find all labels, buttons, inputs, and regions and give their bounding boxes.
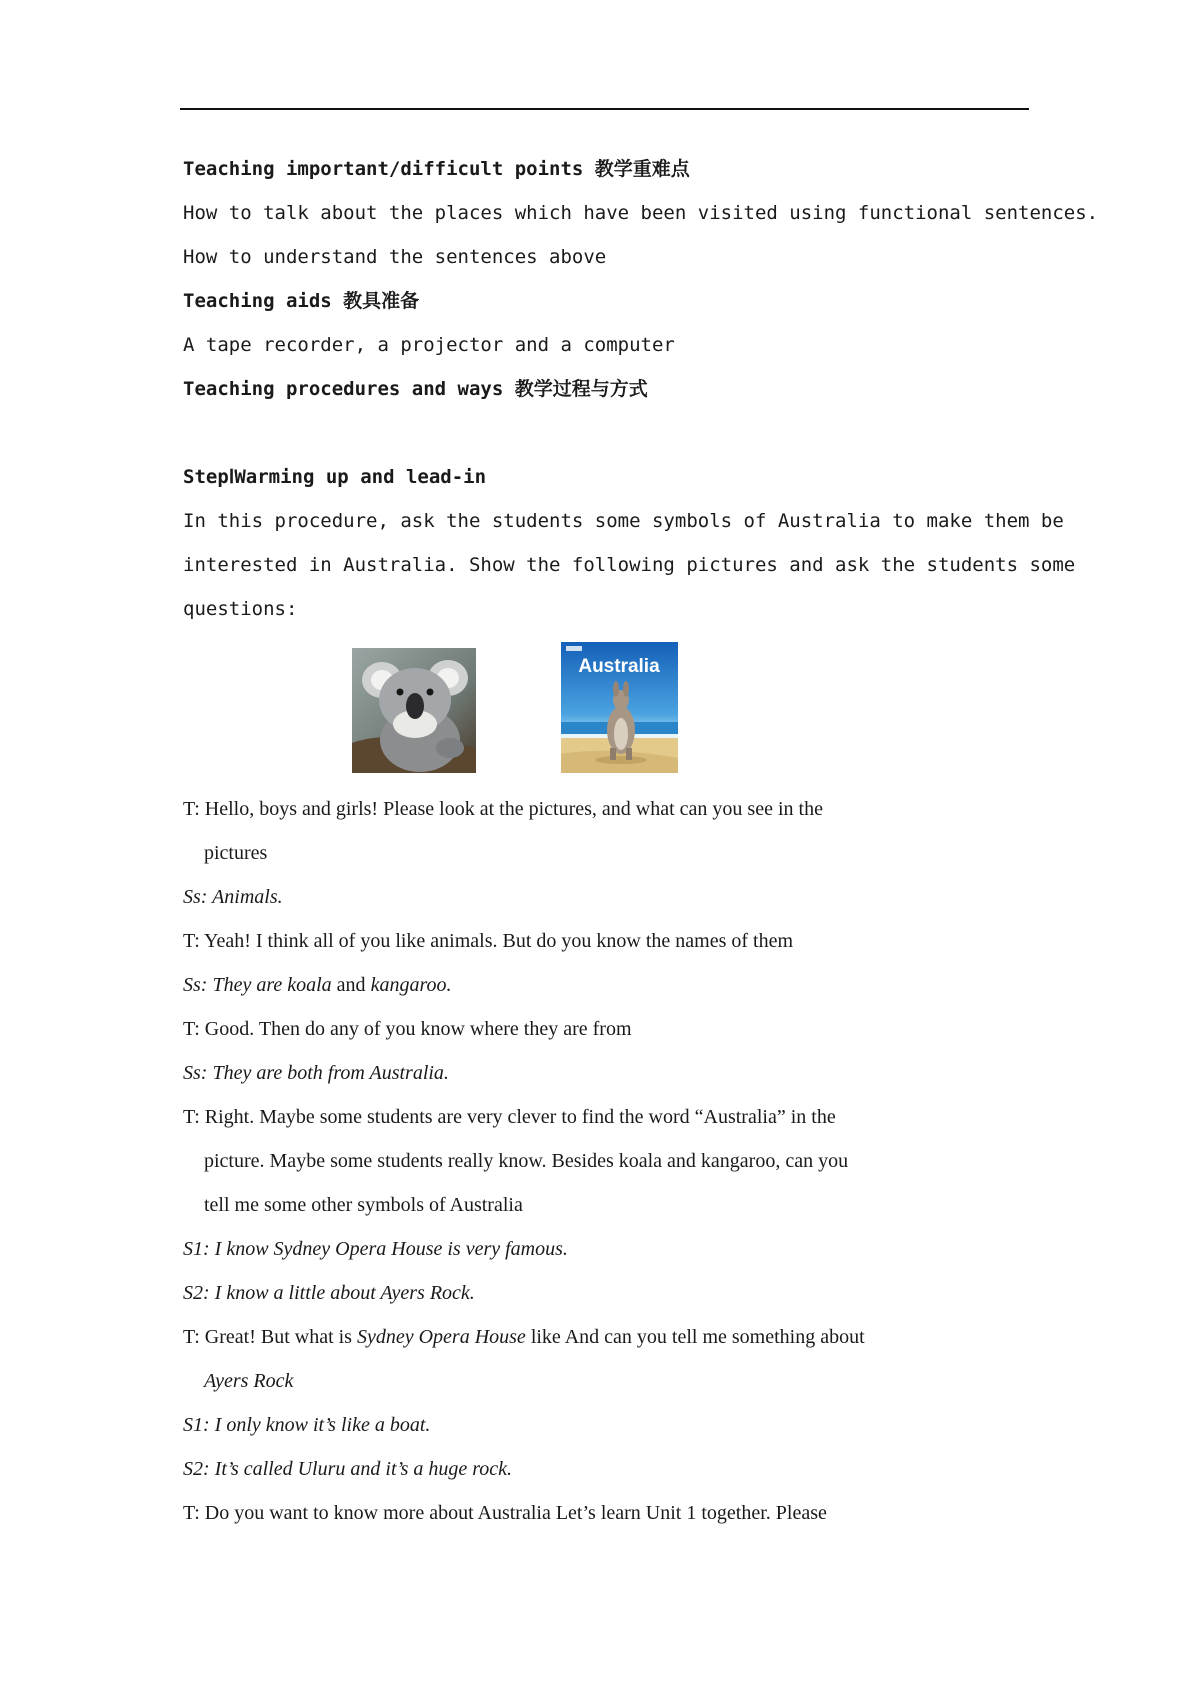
book-title: Australia — [578, 656, 660, 677]
step1-heading: StepⅠWarming up and lead-in — [183, 466, 487, 488]
heading-teaching-procedures: Teaching procedures and ways 教学过程与方式 — [183, 378, 648, 400]
points-line-2: How to understand the sentences above — [183, 246, 607, 268]
dialogue-line-4-part-3: kangaroo. — [370, 974, 452, 996]
intro-line-3: questions: — [183, 598, 298, 620]
dialogue-line-10a-part-3: like And can you tell me something about — [525, 1326, 865, 1348]
koala-illustration — [352, 648, 476, 773]
header-rule — [180, 108, 1029, 110]
kangaroo-illustration — [561, 642, 678, 773]
dialogue-line-8: S1: I know Sydney Opera House is very famous. — [183, 1238, 568, 1260]
dialogue-line-7c: tell me some other symbols of Australia — [204, 1194, 523, 1216]
dialogue-line-4-part-1: Ss: They are koala — [183, 974, 332, 996]
australia-book-picture — [561, 642, 678, 773]
dialogue-line-10a-part-1: T: Great! But what is — [183, 1326, 357, 1348]
aids-line-1: A tape recorder, a projector and a computer — [183, 334, 675, 356]
dialogue-line-10a-part-2: Sydney Opera House — [356, 1326, 526, 1348]
dialogue-line-7a: T: Right. Maybe some students are very clever to find the word “Australia” in the — [183, 1106, 836, 1128]
dialogue-line-7b: picture. Maybe some students really know. Besides koala and kangaroo, can you — [204, 1150, 849, 1172]
dialogue-line-1a: T: Hello, boys and girls! Please look at the pictures, and what can you see in the — [183, 798, 823, 820]
dialogue-line-2: Ss: Animals. — [183, 886, 283, 908]
dialogue-line-11: S1: I only know it’s like a boat. — [183, 1414, 431, 1436]
koala-picture — [352, 648, 476, 773]
dialogue-line-4 — [183, 972, 451, 998]
dialogue-line-5: T: Good. Then do any of you know where they are from — [183, 1018, 632, 1040]
dialogue-line-1b: pictures — [204, 842, 268, 864]
dialogue-line-9: S2: I know a little about Ayers Rock. — [183, 1282, 475, 1304]
dialogue-line-13: T: Do you want to know more about Australia Let’s learn Unit 1 together. Please — [183, 1502, 827, 1524]
dialogue-line-3: T: Yeah! I think all of you like animals. But do you know the names of them — [183, 930, 794, 952]
dialogue-line-6: Ss: They are both from Australia. — [183, 1062, 449, 1084]
heading-teaching-aids: Teaching aids 教具准备 — [183, 290, 420, 312]
intro-line-2: interested in Australia. Show the following pictures and ask the students some — [183, 554, 1076, 576]
points-line-1: How to talk about the places which have been visited using functional sentences. — [183, 202, 1099, 224]
intro-line-1: In this procedure, ask the students some symbols of Australia to make them be — [183, 510, 1064, 532]
heading-teaching-points: Teaching important/difficult points 教学重难点 — [183, 158, 690, 180]
dialogue-line-10b: Ayers Rock — [204, 1370, 294, 1392]
dialogue-line-10a — [183, 1324, 865, 1350]
dialogue-line-4-part-2: and — [331, 974, 371, 996]
dialogue-line-12: S2: It’s called Uluru and it’s a huge rock. — [183, 1458, 513, 1480]
